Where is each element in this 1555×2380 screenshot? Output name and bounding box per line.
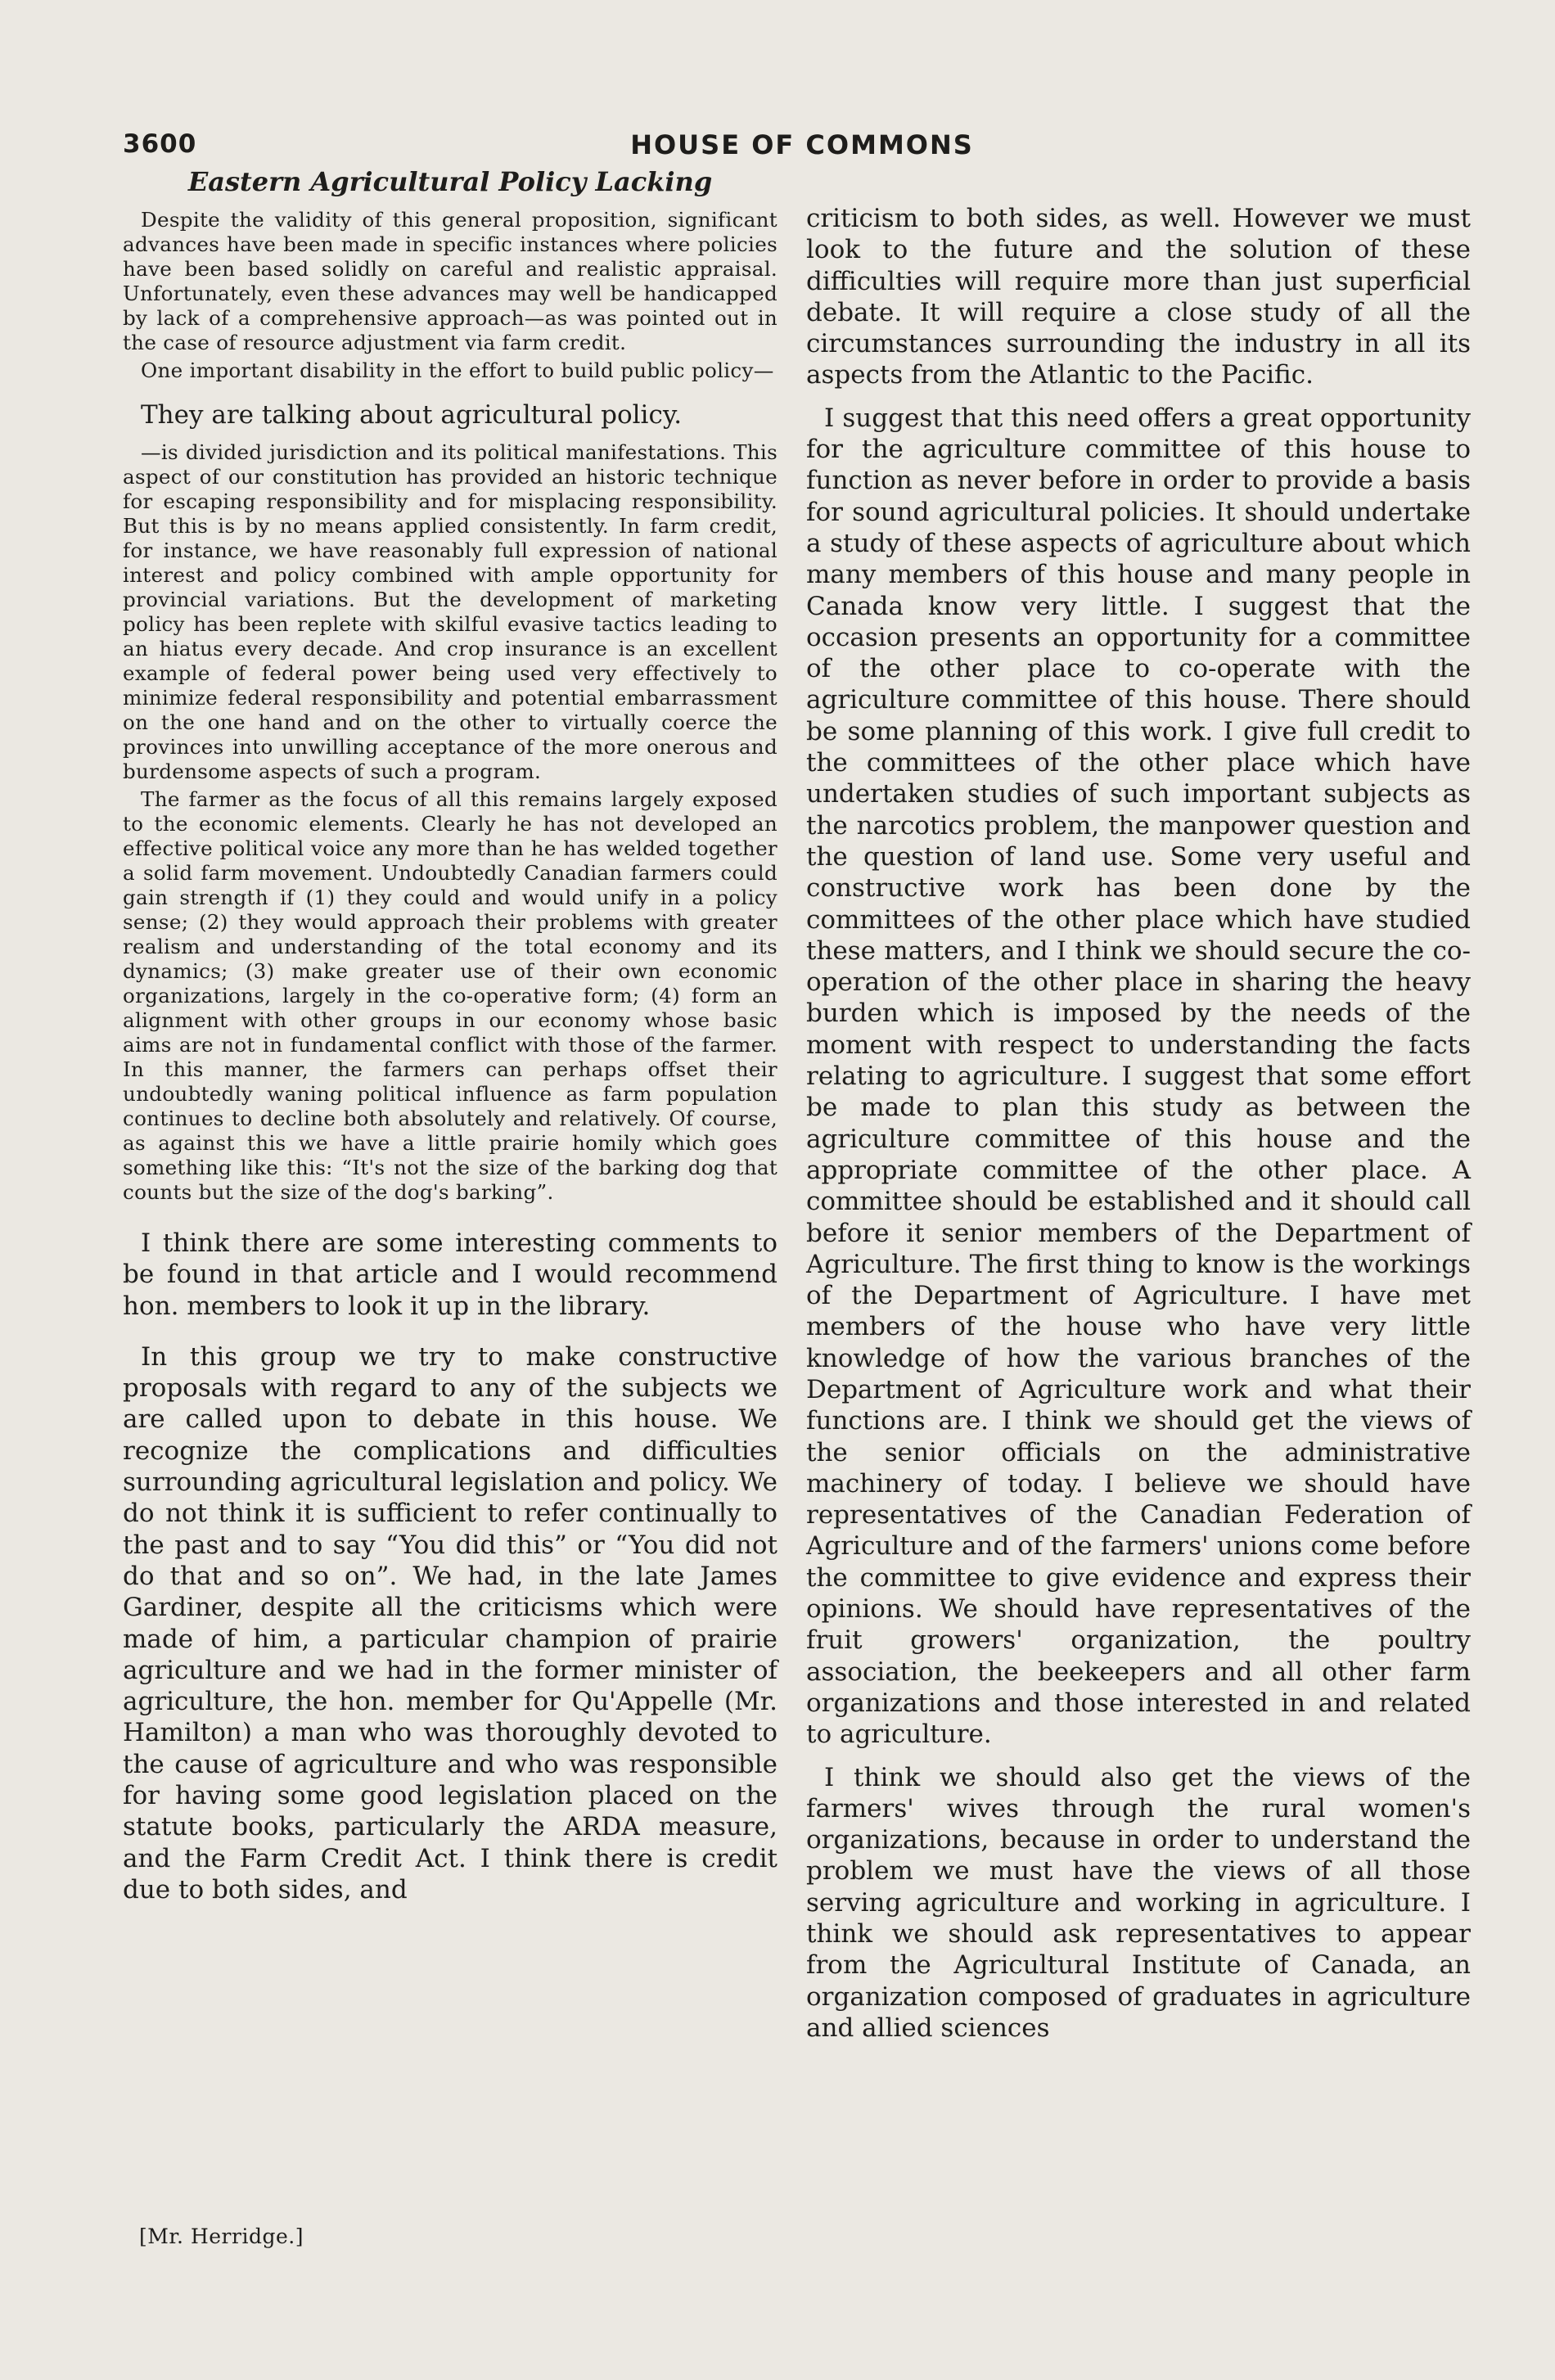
speech-paragraph: I think there are some interesting comments to be found in that article and I would recommend hon. members to look it up in the library.	[123, 1228, 778, 1321]
left-column	[123, 165, 778, 1905]
running-head	[123, 129, 1481, 170]
quoted-paragraph: One important disability in the effort to build public policy—	[141, 358, 774, 382]
journal-title: HOUSE OF COMMONS	[630, 129, 974, 160]
speaker-aside: They are talking about agricultural policy.	[141, 400, 683, 430]
speaker-attribution: [Mr. Herridge.]	[139, 2224, 304, 2248]
quoted-paragraph: Despite the validity of this general proposition, significant advances have been made in specific instances where policies have been based solidly on careful and realistic appraisal. Unfortunately, even these advances may well be handicapped by lack of a comprehensive approach—as was pointed out in the case of resource adjustment via farm credit.	[123, 208, 778, 354]
speech-paragraph: I suggest that this need offers a great opportunity for the agriculture committee of this house to function as never before in order to provide a basis for sound agricultural policies. It should undertake a study of these aspects of agriculture about which many members of this house and many people in Canada know very little. I suggest that the occasion presents an opportunity for a committee of the other place to co-operate with the agriculture committee of this house. There should be some planning of this work. I give full credit to the committees of the other place which have undertaken studies of such important subjects as the narcotics problem, the manpower question and the question of land use. Some very useful and constructive work has been done by the committees of the other place which have studied these matters, and I think we should secure the co-operation of the other place in sharing the heavy burden which is imposed by the needs of the moment with respect to understanding the facts relating to agriculture. I suggest that some effort be made to plan this study as between the agriculture committee of this house and the appropriate committee of the other place. A committee should be established and it should call before it senior members of the Department of Agriculture. The first thing to know is the workings of the Department of Agriculture. I have met members of the house who have very little knowledge of how the various branches of the Department of Agriculture work and what their functions are. I think we should get the views of the senior officials on the administrative machinery of today. I believe we should have representatives of the Canadian Federation of Agriculture and of the farmers' unions come before the committee to give evidence and express their opinions. We should have representatives of the fruit growers' organization, the poultry association, the beekeepers and all other farm organizations and those interested in and related to agriculture.	[806, 403, 1471, 1750]
section-heading: Eastern Agricultural Policy Lacking	[187, 166, 713, 197]
speech-paragraph: criticism to both sides, as well. However we must look to the future and the solution of these difficulties will require more than just superficial debate. It will require a close study of all the circumstances surrounding the industry in all its aspects from the Atlantic to the Pacific.	[806, 204, 1471, 390]
page-number: 3600	[123, 129, 197, 159]
right-column	[806, 203, 1471, 2044]
quoted-paragraph: —is divided jurisdiction and its political manifestations. This aspect of our constitution has provided an historic technique for escaping responsibility and for misplacing responsibility. But this is by no means applied consistently. In farm credit, for instance, we have reasonably full expression of national interest and policy combined with ample opportunity for provincial variations. But the development of marketing policy has been replete with skilful evasive tactics leading to an hiatus every decade. And crop insurance is an excellent example of federal power being used very effectively to minimize federal responsibility and potential embarrassment on the one hand and on the other to virtually coerce the provinces into unwilling acceptance of the more onerous and burdensome aspects of such a program.	[123, 440, 778, 783]
speech-paragraph: In this group we try to make constructive proposals with regard to any of the subjects we are called upon to debate in this house. We recognize the complications and difficulties surrounding agricultural legislation and policy. We do not think it is sufficient to refer continually to the past and to say “You did this” or “You did not do that and so on”. We had, in the late James Gardiner, despite all the criticisms which were made of him, a particular champion of prairie agriculture and we had in the former minister of agriculture, the hon. member for Qu'Appelle (Mr. Hamilton) a man who was thoroughly devoted to the cause of agriculture and who was responsible for having some good legislation placed on the statute books, particularly the ARDA measure, and the Farm Credit Act. I think there is credit due to both sides, and	[123, 1341, 778, 1904]
quoted-paragraph: The farmer as the focus of all this remains largely exposed to the economic elements. Clearly he has not developed an effective political voice any more than he has welded together a solid farm movement. Undoubtedly Canadian farmers could gain strength if (1) they could and would unify in a policy sense; (2) they would approach their problems with greater realism and understanding of the total economy and its dynamics; (3) make greater use of their own economic organizations, largely in the co-operative form; (4) form an alignment with other groups in our economy whose basic aims are not in fundamental conflict with those of the farmer. In this manner, the farmers can perhaps offset their undoubtedly waning political influence as farm population continues to decline both absolutely and relatively. Of course, as against this we have a little prairie homily which goes something like this: “It's not the size of the barking dog that counts but the size of the dog's barking”.	[123, 787, 778, 1204]
speech-paragraph: I think we should also get the views of the farmers' wives through the rural women's organizations, because in order to understand the problem we must have the views of all those serving agriculture and working in agriculture. I think we should ask representatives to appear from the Agricultural Institute of Canada, an organization composed of graduates in agriculture and allied sciences	[806, 1762, 1471, 2043]
